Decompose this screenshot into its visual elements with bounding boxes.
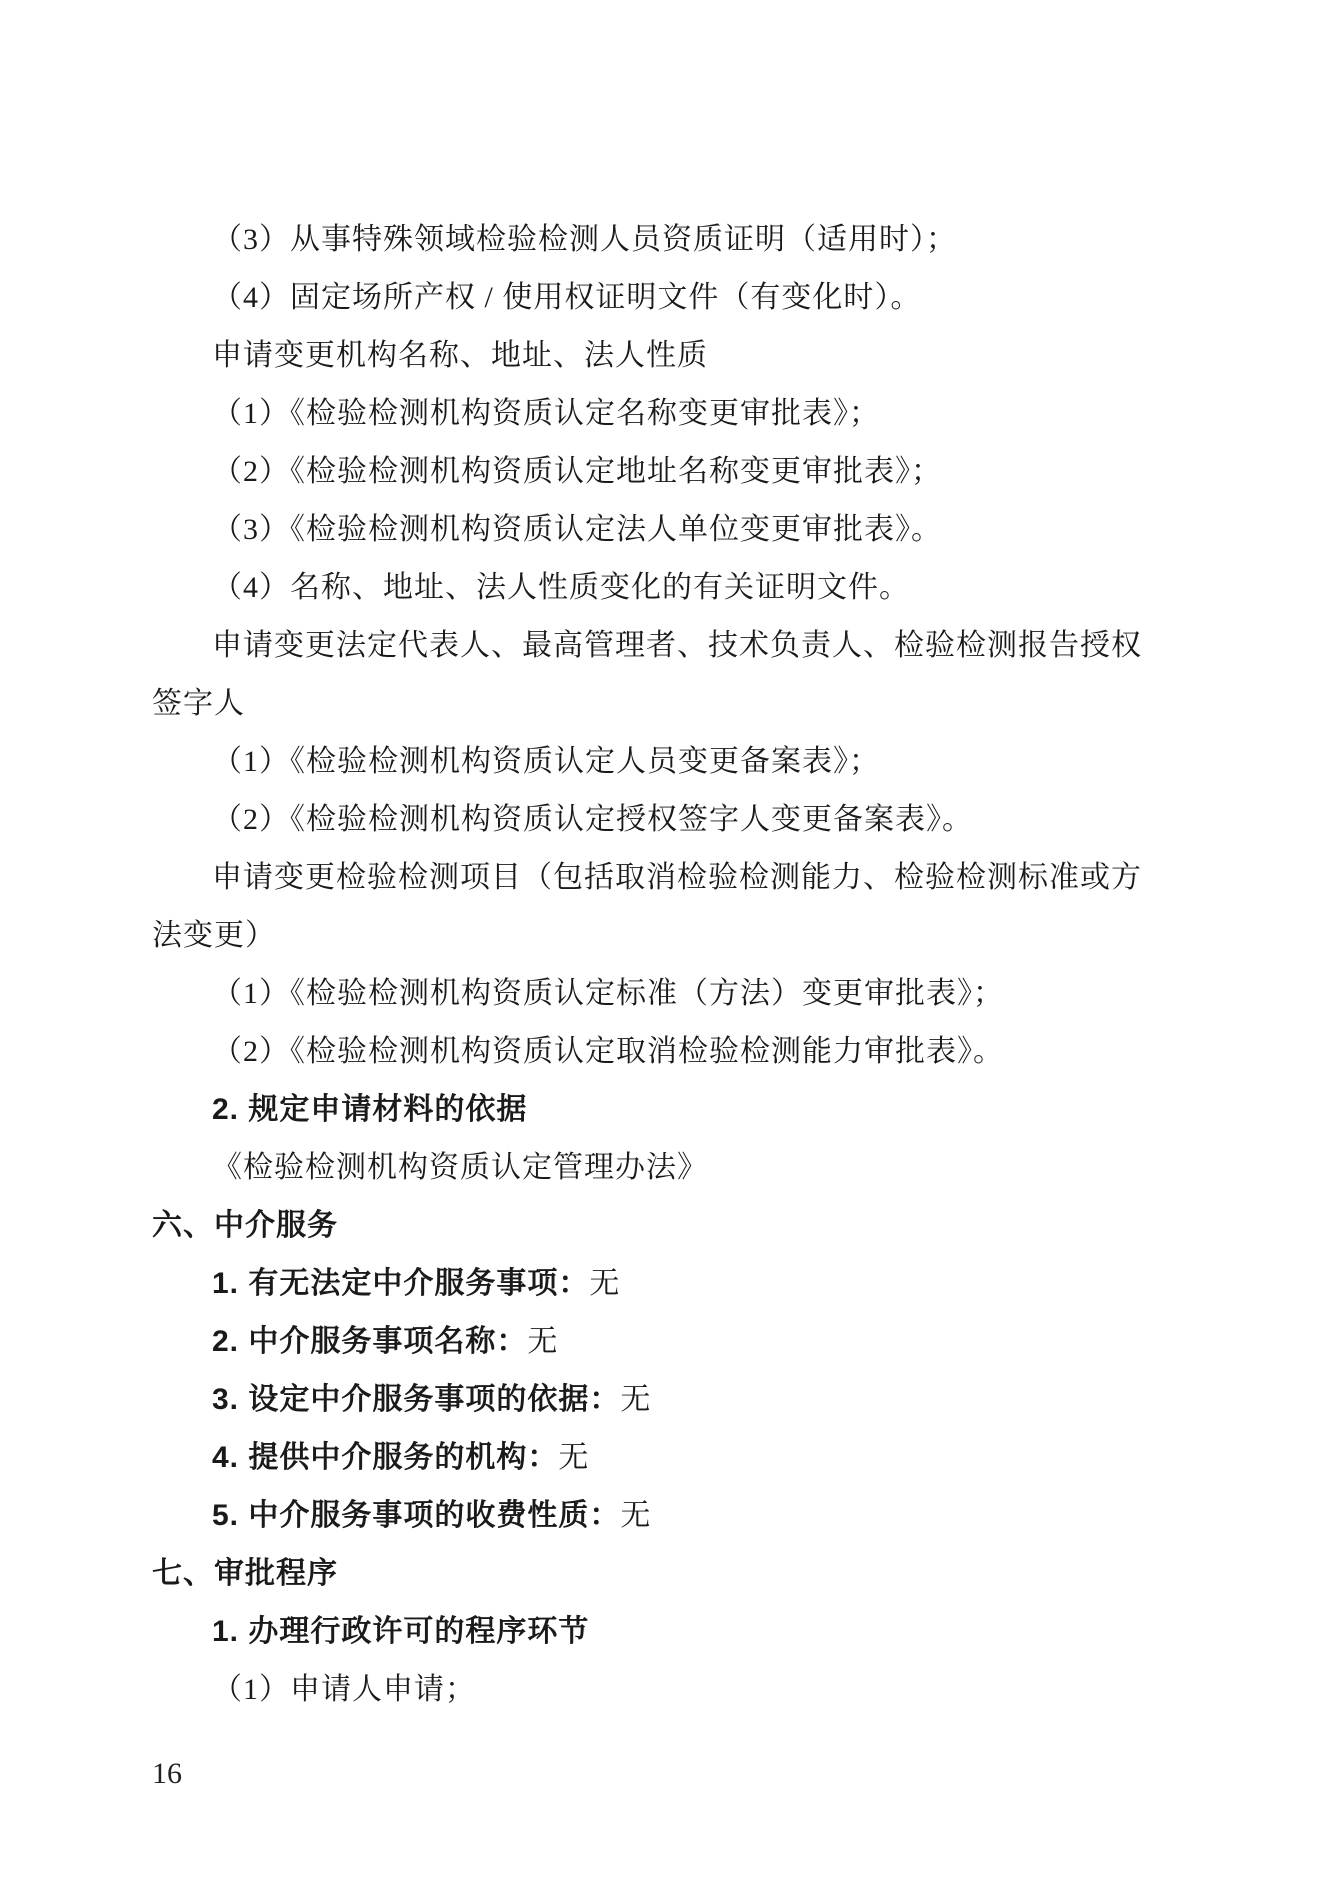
list-item xyxy=(152,1313,1191,1371)
paragraph-line: （2）《检验检测机构资质认定授权签字人变更备案表》。 xyxy=(212,803,973,836)
sub-heading: 2. 规定申请材料的依据 xyxy=(212,1093,528,1126)
paragraph-line: （1）《检验检测机构资质认定标准（方法）变更审批表》； xyxy=(212,977,1004,1010)
paragraph-line: 申请变更法定代表人、最高管理者、技术负责人、检验检测报告授权 xyxy=(212,629,1142,662)
paragraph-line: （1）《检验检测机构资质认定人员变更备案表》； xyxy=(212,745,880,778)
paragraph-line: （1）《检验检测机构资质认定名称变更审批表》； xyxy=(212,397,880,430)
item-label: 2. 中介服务事项名称： xyxy=(212,1325,528,1358)
item-label: 1. 有无法定中介服务事项： xyxy=(212,1267,590,1300)
item-value: 无 xyxy=(620,1499,652,1532)
paragraph-continuation-line: 签字人 xyxy=(152,687,245,720)
paragraph-line: （3）从事特殊领域检验检测人员资质证明（适用时）； xyxy=(212,223,957,256)
paragraph-line: 申请变更检验检测项目（包括取消检验检测能力、检验检测标准或方 xyxy=(212,861,1142,894)
list-item xyxy=(152,1255,1191,1313)
paragraph-line: （4）名称、地址、法人性质变化的有关证明文件。 xyxy=(212,571,910,604)
list-item xyxy=(152,1371,1191,1429)
item-value: 无 xyxy=(620,1383,652,1416)
paragraph-line: （3）《检验检测机构资质认定法人单位变更审批表》。 xyxy=(212,513,942,546)
item-value: 无 xyxy=(558,1441,590,1474)
paragraph-line: （2）《检验检测机构资质认定取消检验检测能力审批表》。 xyxy=(212,1035,1004,1068)
page-number: 16 xyxy=(152,1757,182,1790)
paragraph-continuation-line: 法变更） xyxy=(152,919,276,952)
list-item xyxy=(152,1487,1191,1545)
item-label: 5. 中介服务事项的收费性质： xyxy=(212,1499,621,1532)
section-heading: 七、审批程序 xyxy=(152,1557,338,1590)
item-value: 无 xyxy=(589,1267,621,1300)
section-heading: 六、中介服务 xyxy=(152,1209,338,1242)
list-item xyxy=(152,1429,1191,1487)
paragraph-line: 申请变更机构名称、地址、法人性质 xyxy=(212,339,708,372)
item-label: 4. 提供中介服务的机构： xyxy=(212,1441,559,1474)
sub-heading: 1. 办理行政许可的程序环节 xyxy=(212,1615,590,1648)
paragraph-line: （2）《检验检测机构资质认定地址名称变更审批表》； xyxy=(212,455,942,488)
paragraph-line: 《检验检测机构资质认定管理办法》 xyxy=(212,1151,708,1184)
paragraph-line: （1）申请人申请； xyxy=(212,1673,476,1706)
item-label: 3. 设定中介服务事项的依据： xyxy=(212,1383,621,1416)
item-value: 无 xyxy=(527,1325,559,1358)
paragraph-line: （4）固定场所产权 / 使用权证明文件（有变化时）。 xyxy=(212,281,922,314)
